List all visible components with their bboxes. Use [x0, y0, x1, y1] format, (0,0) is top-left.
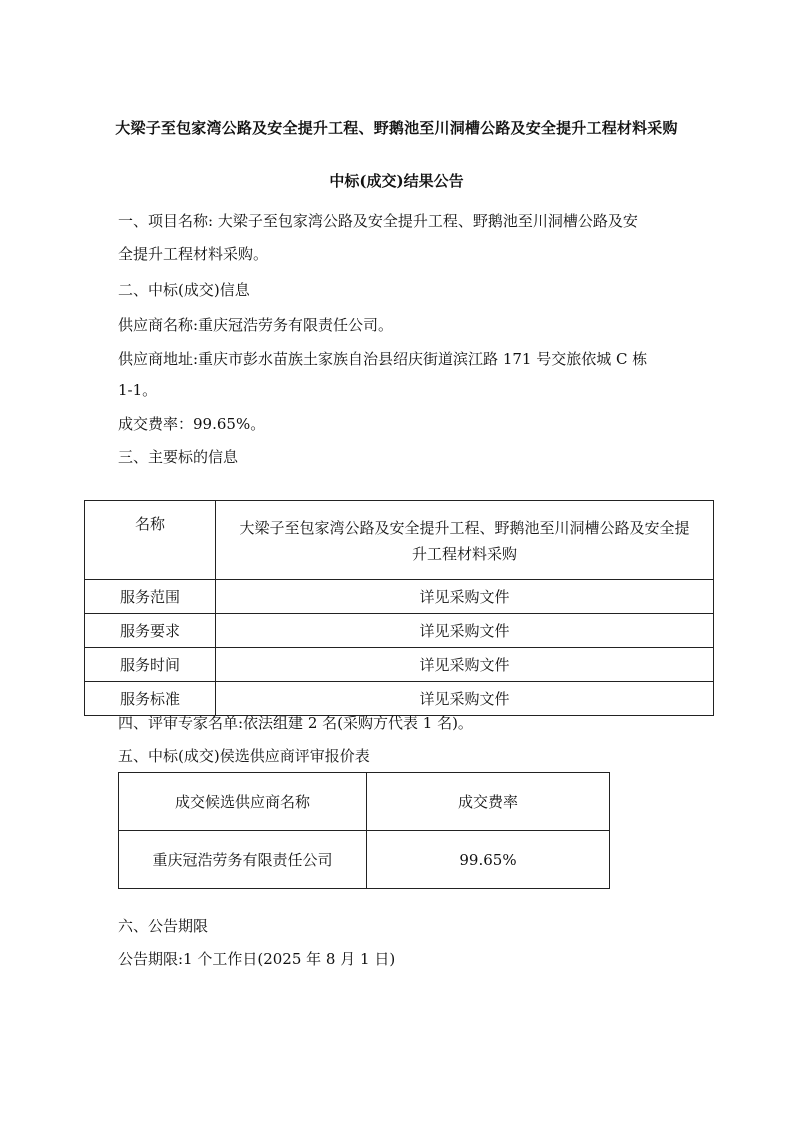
transaction-rate: 成交费率：99.65%。: [118, 415, 266, 433]
table-row: [85, 501, 714, 580]
project-name-line-2: 全提升工程材料采购。: [118, 245, 269, 263]
table-row: [85, 614, 714, 648]
table-cell-label: 服务范围: [85, 580, 216, 614]
table-cell-value: [216, 501, 714, 580]
table-cell-value: 详见采购文件: [216, 648, 714, 682]
table-cell-value: 详见采购文件: [216, 580, 714, 614]
table-cell-label: 服务要求: [85, 614, 216, 648]
announcement-period: 公告期限:1 个工作日(2025 年 8 月 1 日): [118, 950, 396, 968]
table-header-row: [119, 773, 610, 831]
section2-heading: 二、中标(成交)信息: [118, 281, 250, 299]
title-line-2: 中标(成交)结果公告: [329, 172, 464, 190]
bid-evaluation-table: [118, 772, 610, 889]
title-line-1: 大梁子至包家湾公路及安全提升工程、野鹅池至川洞槽公路及安全提升工程材料采购: [115, 119, 678, 137]
section5-heading: 五、中标(成交)侯选供应商评审报价表: [118, 747, 370, 765]
name-value-line-2: 升工程材料采购: [411, 545, 517, 563]
header-cell-rate: 成交费率: [367, 773, 610, 831]
section6-heading: 六、公告期限: [118, 917, 209, 935]
supplier-address-line-2: 1-1。: [118, 381, 158, 399]
section4-text: 四、评审专家名单:依法组建 2 名(采购方代表 1 名)。: [118, 714, 473, 732]
subject-info-table: [84, 500, 714, 716]
cell-supplier: 重庆冠浩劳务有限责任公司: [119, 831, 367, 889]
table-cell-value: 详见采购文件: [216, 614, 714, 648]
project-name-line-1: 一、项目名称: 大梁子至包家湾公路及安全提升工程、野鹅池至川洞槽公路及安: [118, 212, 638, 230]
table-row: [85, 648, 714, 682]
supplier-address-line-1: 供应商地址:重庆市彭水苗族土家族自治县绍庆街道滨江路 171 号交旅依城 C 栋: [118, 350, 648, 368]
table-row: [85, 580, 714, 614]
table-cell-value: 详见采购文件: [216, 682, 714, 716]
table-row: [119, 831, 610, 889]
section3-heading: 三、主要标的信息: [118, 448, 239, 466]
header-cell-supplier: 成交候选供应商名称: [119, 773, 367, 831]
table-row: [85, 682, 714, 716]
table-cell-label: 名称: [85, 501, 216, 580]
table-cell-label: 服务标准: [85, 682, 216, 716]
name-value-line-1: 大梁子至包家湾公路及安全提升工程、野鹅池至川洞槽公路及安全提: [239, 519, 690, 537]
table-cell-label: 服务时间: [85, 648, 216, 682]
supplier-name: 供应商名称:重庆冠浩劳务有限责任公司。: [118, 316, 394, 334]
cell-rate: 99.65%: [367, 831, 610, 889]
